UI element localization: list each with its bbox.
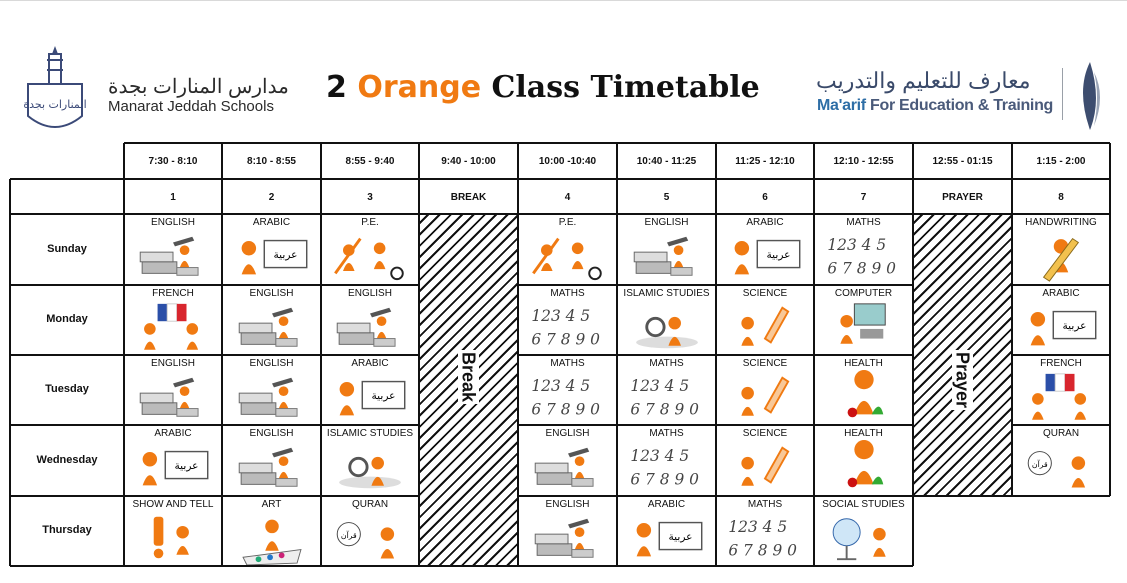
period-number-label: 4 <box>564 192 571 203</box>
lesson-subject-label: ENGLISH <box>249 288 294 299</box>
svg-text:عربية: عربية <box>273 248 297 261</box>
maarif-name-rest: For Education & Training <box>870 97 1054 114</box>
grid-horizontal-line <box>10 213 1110 215</box>
lesson-subject-label: ISLAMIC STUDIES <box>623 288 710 299</box>
period-number-label: 5 <box>663 192 670 203</box>
grid-horizontal-line <box>10 424 419 426</box>
time-slot-label: 8:55 - 9:40 <box>345 156 395 167</box>
svg-text:المنارات بجدة: المنارات بجدة <box>23 98 87 111</box>
lesson-subject-label: MATHS <box>550 358 585 369</box>
time-slot-label: 1:15 - 2:00 <box>1036 156 1086 167</box>
title-rest: Class Timetable <box>491 70 760 105</box>
class-number: 2 <box>326 70 347 105</box>
page-title <box>326 70 760 105</box>
lesson-subject-label: MATHS <box>846 217 881 228</box>
lesson-subject-label: SOCIAL STUDIES <box>822 499 905 510</box>
lesson-subject-label: ENGLISH <box>249 358 294 369</box>
maarif-divider <box>1062 68 1063 120</box>
day-label-wednesday: Wednesday <box>36 453 98 466</box>
lesson-subject-label: SCIENCE <box>742 428 788 439</box>
magnifier-figure-icon <box>626 300 708 354</box>
day-label-tuesday: Tuesday <box>45 383 89 395</box>
lesson-subject-label: SHOW AND TELL <box>132 499 214 510</box>
lesson-subject-label: SCIENCE <box>742 288 788 299</box>
reading-books-icon <box>231 370 313 424</box>
grid-horizontal-line <box>1012 424 1110 426</box>
test-tube-icon <box>724 440 806 494</box>
period-number-label: 1 <box>170 192 176 203</box>
grid-horizontal-line <box>1012 354 1110 356</box>
grid-horizontal-line <box>10 565 913 567</box>
manarat-logo-icon <box>22 46 88 138</box>
reading-books-icon <box>329 300 411 354</box>
time-slot-label: 12:55 - 01:15 <box>932 156 993 167</box>
grid-vertical-line <box>9 179 11 566</box>
grid-vertical-line <box>813 143 815 566</box>
lesson-subject-label: P.E. <box>361 217 379 228</box>
svg-text:123 4 5: 123 4 5 <box>530 377 590 396</box>
lesson-subject-label: ENGLISH <box>249 428 294 439</box>
prayer-column-label: Prayer <box>952 352 973 409</box>
class-color-name: Orange <box>357 70 482 105</box>
maarif-name-arabic: معارف للتعليم والتدريب <box>816 68 1031 93</box>
grid-horizontal-line <box>10 495 419 497</box>
grid-vertical-line <box>715 143 717 566</box>
test-tube-icon <box>724 370 806 424</box>
lesson-subject-label: ARABIC <box>154 428 192 439</box>
lesson-subject-label: ARABIC <box>647 499 686 510</box>
quran-figure-icon <box>329 511 411 565</box>
lesson-subject-label: HANDWRITING <box>1025 217 1097 228</box>
lesson-subject-label: FRENCH <box>152 288 194 299</box>
maarif-name-prefix: Ma'arif <box>817 97 866 114</box>
arabic-board-icon <box>1020 300 1102 354</box>
lesson-subject-label: MATHS <box>550 288 585 299</box>
numbers-icon <box>626 370 708 424</box>
top-border-line <box>0 0 1127 1</box>
lesson-subject-label: ENGLISH <box>545 428 590 439</box>
grid-horizontal-line <box>10 354 419 356</box>
period-number-label: PRAYER <box>942 192 983 203</box>
maarif-logo-icon <box>1072 60 1108 132</box>
reading-books-icon <box>231 300 313 354</box>
art-palette-icon <box>231 511 313 565</box>
time-slot-label: 9:40 - 10:00 <box>441 156 496 167</box>
sports-figures-icon <box>527 229 609 283</box>
arabic-board-icon <box>626 511 708 565</box>
grid-horizontal-line <box>10 178 1110 180</box>
day-label-thursday: Thursday <box>42 524 92 536</box>
numbers-icon <box>724 511 806 565</box>
svg-text:123 4 5: 123 4 5 <box>826 236 886 255</box>
arabic-board-icon <box>724 229 806 283</box>
quran-figure-icon <box>1020 440 1102 494</box>
time-slot-label: 11:25 - 12:10 <box>735 156 795 167</box>
time-slot-label: 10:00 -10:40 <box>538 156 597 167</box>
exclamation-figure-icon <box>132 511 214 565</box>
health-figure-icon <box>823 370 905 424</box>
numbers-icon <box>823 229 905 283</box>
french-flag-figures-icon <box>132 300 214 354</box>
lesson-subject-label: ENGLISH <box>151 358 195 369</box>
period-number-label: 6 <box>762 192 768 203</box>
arabic-board-icon <box>231 229 313 283</box>
numbers-icon <box>527 300 609 354</box>
svg-text:عربية: عربية <box>668 530 692 543</box>
lesson-subject-label: ISLAMIC STUDIES <box>326 428 414 439</box>
reading-books-icon <box>132 370 214 424</box>
lesson-subject-label: SCIENCE <box>742 358 788 369</box>
svg-text:عربية: عربية <box>766 248 791 261</box>
school-name-english: Manarat Jeddah Schools <box>108 98 274 115</box>
reading-books-icon <box>527 511 609 565</box>
lesson-subject-label: HEALTH <box>844 358 883 369</box>
svg-text:123 4 5: 123 4 5 <box>728 518 788 537</box>
numbers-icon <box>626 440 708 494</box>
grid-vertical-line <box>616 143 618 566</box>
globe-figure-icon <box>823 511 905 565</box>
computer-figure-icon <box>823 300 905 354</box>
arabic-board-icon <box>132 440 214 494</box>
pencil-figure-icon <box>1020 229 1102 283</box>
period-number-label: 7 <box>860 192 867 203</box>
svg-text:عربية: عربية <box>174 459 199 472</box>
lesson-subject-label: ARABIC <box>252 217 291 228</box>
time-slot-label: 7:30 - 8:10 <box>148 156 198 167</box>
arabic-board-icon <box>329 370 411 424</box>
magnifier-figure-icon <box>329 440 411 494</box>
grid-vertical-line <box>320 143 322 566</box>
period-number-label: 2 <box>268 192 275 203</box>
svg-text:6 7 8 9 0: 6 7 8 9 0 <box>728 541 797 560</box>
grid-vertical-line <box>517 143 519 566</box>
reading-books-icon <box>231 440 313 494</box>
lesson-subject-label: ENGLISH <box>644 217 689 228</box>
svg-text:123 4 5: 123 4 5 <box>629 447 689 466</box>
grid-vertical-line <box>1109 143 1111 496</box>
test-tube-icon <box>724 300 806 354</box>
lesson-subject-label: MATHS <box>649 358 684 369</box>
svg-text:123 4 5: 123 4 5 <box>530 307 590 326</box>
lesson-subject-label: MATHS <box>747 499 783 510</box>
lesson-subject-label: ENGLISH <box>348 288 392 299</box>
grid-horizontal-line <box>1012 284 1110 286</box>
lesson-subject-label: QURAN <box>1042 428 1080 439</box>
reading-books-icon <box>527 440 609 494</box>
lesson-subject-label: ARABIC <box>1042 288 1080 299</box>
lesson-subject-label: ARABIC <box>746 217 784 228</box>
svg-text:123 4 5: 123 4 5 <box>629 377 689 396</box>
grid-vertical-line <box>221 143 223 566</box>
break-column-label: Break <box>458 352 479 403</box>
sports-figures-icon <box>329 229 411 283</box>
lesson-subject-label: ART <box>261 499 282 510</box>
school-name-arabic: مدارس المنارات بجدة <box>108 76 289 98</box>
lesson-subject-label: MATHS <box>649 428 684 439</box>
lesson-subject-label: FRENCH <box>1040 358 1082 369</box>
time-slot-label: 10:40 - 11:25 <box>636 156 697 167</box>
day-label-sunday: Sunday <box>47 242 87 255</box>
svg-text:6 7 8 9 0: 6 7 8 9 0 <box>530 400 600 419</box>
french-flag-figures-icon <box>1020 370 1102 424</box>
lesson-subject-label: P.E. <box>558 217 577 228</box>
svg-text:قرآن: قرآن <box>1031 460 1048 469</box>
period-number-label: 3 <box>367 192 373 203</box>
grid-vertical-line <box>418 143 420 566</box>
period-number-label: 8 <box>1058 192 1064 203</box>
lesson-subject-label: QURAN <box>351 499 389 510</box>
svg-text:6 7 8 9 0: 6 7 8 9 0 <box>629 400 699 419</box>
maarif-name-english <box>817 97 1053 115</box>
svg-text:قرآن: قرآن <box>340 531 357 540</box>
reading-books-icon <box>626 229 708 283</box>
day-label-monday: Monday <box>46 313 88 325</box>
period-number-label: BREAK <box>450 192 487 203</box>
svg-text:عربية: عربية <box>1062 319 1087 332</box>
lesson-subject-label: HEALTH <box>844 428 883 439</box>
svg-text:6 7 8 9 0: 6 7 8 9 0 <box>629 470 699 489</box>
time-slot-label: 12:10 - 12:55 <box>833 156 894 167</box>
grid-vertical-line <box>912 143 914 566</box>
lesson-subject-label: ARABIC <box>351 358 389 369</box>
lesson-subject-label: ENGLISH <box>545 499 590 510</box>
svg-text:6 7 8 9 0: 6 7 8 9 0 <box>826 259 896 278</box>
grid-vertical-line <box>1011 143 1013 496</box>
numbers-icon <box>527 370 609 424</box>
grid-vertical-line <box>123 143 125 566</box>
svg-text:6 7 8 9 0: 6 7 8 9 0 <box>530 330 600 349</box>
time-slot-label: 8:10 - 8:55 <box>247 156 296 167</box>
svg-text:عربية: عربية <box>371 389 396 402</box>
grid-horizontal-line <box>10 284 419 286</box>
lesson-subject-label: ENGLISH <box>151 217 195 228</box>
lesson-subject-label: COMPUTER <box>834 288 893 299</box>
health-figure-icon <box>823 440 905 494</box>
reading-books-icon <box>132 229 214 283</box>
